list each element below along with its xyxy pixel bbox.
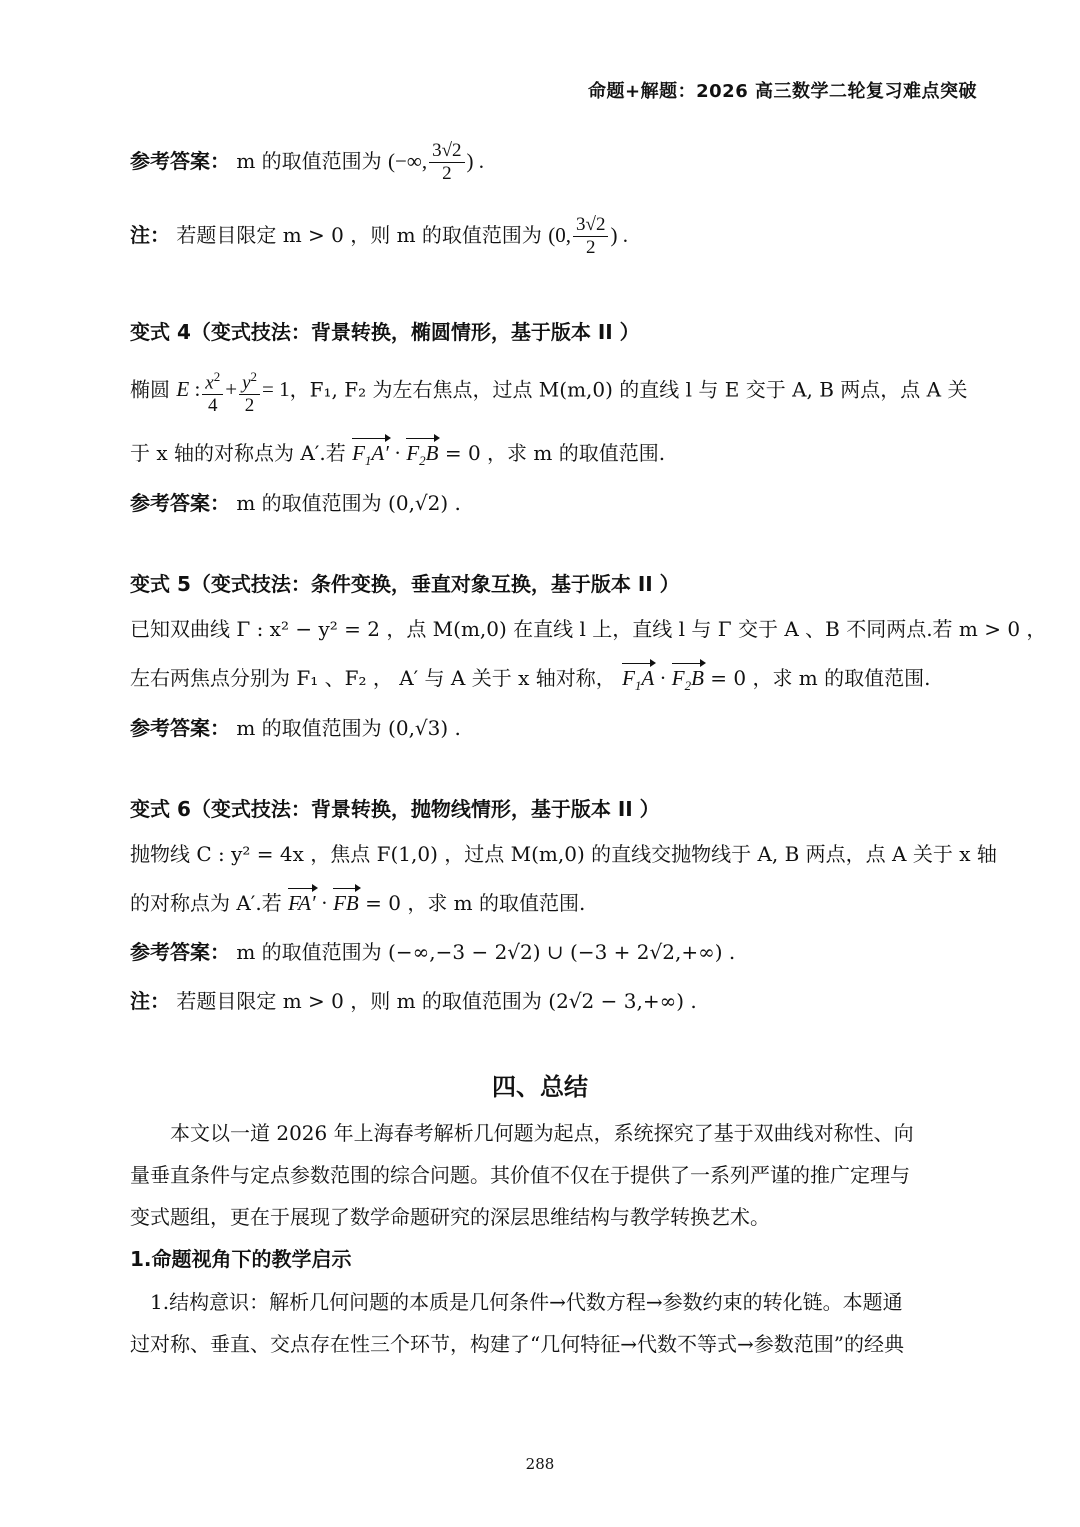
note-text: 若题目限定 m > 0 ，则 m 的取值范围为 bbox=[176, 223, 542, 247]
variant-6-answer: 参考答案： m 的取值范围为 (−∞,−3 − 2√2) ∪ (−3 + 2√2,+∞) . bbox=[130, 940, 736, 964]
variant-6-note: 注： 若题目限定 m > 0 ，则 m 的取值范围为 (2√2 − 3,+∞) . bbox=[130, 989, 697, 1013]
note-interval-close: ) . bbox=[610, 223, 628, 247]
note-interval-open: (0, bbox=[548, 223, 572, 247]
running-header: 命题+解题：2026 高三数学二轮复习难点突破 bbox=[588, 81, 977, 102]
summary-paragraph-line-1: 本文以一道 2026 年上海春考解析几何题为起点，系统探究了基于双曲线对称性、向 bbox=[170, 1121, 914, 1145]
summary-paragraph-line-2: 量垂直条件与定点参数范围的综合问题。其价值不仅在于提供了一系列严谨的推广定理与 bbox=[130, 1163, 910, 1187]
answer-line-1 bbox=[130, 138, 977, 185]
variant-5-answer: 参考答案： m 的取值范围为 (0,√3) . bbox=[130, 716, 461, 740]
vector-dot-product: FA′ · FB bbox=[288, 891, 359, 915]
variant-4-line-1: 椭圆 E : $\frac{x^2}{4}$ + $\frac{y^2}{2}$ = 1，F₁, F₂ 为左右焦点，过点 M(m,0) 的直线 l 与 E 交于 A, B 两点，点 A 关 bbox=[130, 366, 977, 417]
structure-paragraph-line-2: 过对称、垂直、交点存在性三个环节，构建了“几何特征→代数不等式→参数范围”的经典 bbox=[130, 1332, 904, 1356]
note-line-1 bbox=[130, 212, 977, 259]
variant-5-title: 变式 5（变式技法：条件变换，垂直对象互换，基于版本 II ） bbox=[130, 572, 680, 596]
variant-6-title: 变式 6（变式技法：背景转换，抛物线情形，基于版本 II ） bbox=[130, 797, 660, 821]
ellipse-equation: E : $\frac{x^2}{4}$ + $\frac{y^2}{2}$ = 1 bbox=[176, 377, 289, 401]
variant-5-line-2: 左右两焦点分别为 F₁ 、F₂ ， A′ 与 A 关于 x 轴对称， $F_1A \cdot F_2B = 0$ ，求 m 的取值范围. bbox=[130, 662, 977, 702]
summary-paragraph-line-3: 变式题组，更在于展现了数学命题研究的深层思维结构与教学转换艺术。 bbox=[130, 1205, 770, 1229]
structure-paragraph-line-1: 1.结构意识：解析几何问题的本质是几何条件→代数方程→参数约束的转化链。本题通 bbox=[150, 1290, 903, 1314]
variant-4-line-2: 于 x 轴的对称点为 A′.若 $F_1A' \cdot F_2B = 0$ ，求 m 的取值范围. bbox=[130, 437, 977, 477]
answer-label: 参考答案： bbox=[130, 149, 230, 173]
variant-5-line-1: 已知双曲线 Γ : x² − y² = 2 ，点 M(m,0) 在直线 l 上，直线 l 与 Γ 交于 A 、B 不同两点.若 m > 0 ， bbox=[130, 617, 1047, 641]
variant-6-line-1: 抛物线 C : y² = 4x ，焦点 F(1,0) ，过点 M(m,0) 的直线交抛物线于 A, B 两点，点 A 关于 x 轴 bbox=[130, 842, 997, 866]
vector-dot-product: $F_1A' \cdot F_2B$ bbox=[352, 441, 438, 465]
variant-4-answer: 参考答案： m 的取值范围为 (0,√2) . bbox=[130, 491, 461, 515]
answer-text: m 的取值范围为 bbox=[236, 149, 382, 173]
note-label: 注： bbox=[130, 223, 170, 247]
answer-fraction: $\frac{3√2}{2}$ bbox=[429, 140, 464, 185]
answer-interval-open: (−∞, bbox=[388, 149, 428, 173]
sub-heading: 1.命题视角下的教学启示 bbox=[130, 1247, 352, 1271]
variant-6-line-2: 的对称点为 A′.若 FA′ · FB = 0 ，求 m 的取值范围. bbox=[130, 887, 977, 919]
answer-interval-close: ) . bbox=[466, 149, 485, 173]
note-fraction: $\frac{3√2}{2}$ bbox=[573, 214, 608, 259]
vector-dot-product: $F_1A \cdot F_2B$ bbox=[622, 666, 704, 690]
page-number: 288 bbox=[525, 1455, 555, 1473]
section-heading: 四、总结 bbox=[492, 1073, 588, 1101]
variant-4-title: 变式 4（变式技法：背景转换，椭圆情形，基于版本 II ） bbox=[130, 320, 640, 344]
